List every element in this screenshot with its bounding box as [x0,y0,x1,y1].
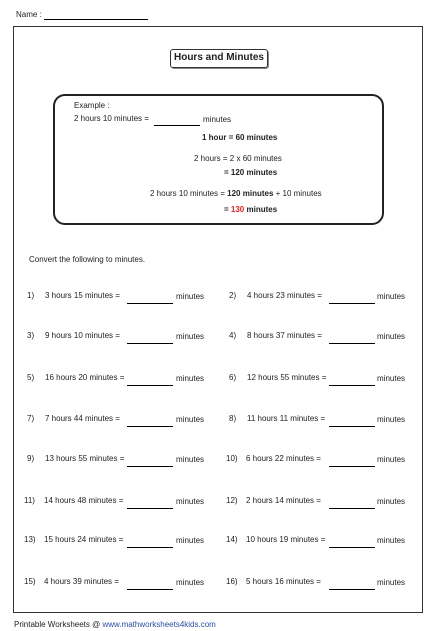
question-number: 10) [226,454,238,463]
question-text: 2 hours 14 minutes = [246,496,321,505]
example-step2b: = 120 minutes [224,168,278,177]
unit-label: minutes [176,497,205,506]
answer-blank[interactable] [329,508,375,509]
worksheet-title: Hours and Minutes [170,49,268,68]
unit-label: minutes [176,374,205,383]
unit-label: minutes [176,578,205,587]
unit-label: minutes [176,415,205,424]
example-step4 [224,205,277,214]
example-blank [154,125,200,126]
example-step1-b: 60 minutes [235,133,278,142]
question-text: 15 hours 24 minutes = [44,535,124,544]
question-item [0,577,438,597]
name-field[interactable] [44,19,148,20]
question-text: 3 hours 15 minutes = [45,291,120,300]
question-item [0,535,438,555]
question-text: 6 hours 22 minutes = [246,454,321,463]
question-number: 8) [229,414,237,423]
unit-label: minutes [176,536,205,545]
example-step4-a: = [224,205,231,214]
unit-label: minutes [377,332,406,341]
example-step1 [202,133,277,142]
question-number: 14) [226,535,238,544]
question-text: 13 hours 55 minutes = [45,454,125,463]
unit-label: minutes [377,374,406,383]
footer [14,620,216,629]
question-number: 16) [226,577,238,586]
example-step3-c: + 10 minutes [273,189,322,198]
unit-label: minutes [377,455,406,464]
answer-blank[interactable] [329,589,375,590]
answer-blank[interactable] [329,343,375,344]
question-item [0,291,438,311]
footer-prefix: Printable Worksheets @ [14,620,103,629]
question-text: 4 hours 23 minutes = [247,291,322,300]
example-problem-unit: minutes [203,115,232,124]
question-number: 9) [27,454,35,463]
question-text: 16 hours 20 minutes = [45,373,125,382]
answer-blank[interactable] [329,466,375,467]
question-number: 6) [229,373,237,382]
question-number: 2) [229,291,237,300]
question-item [0,496,438,516]
question-number: 15) [24,577,36,586]
question-text: 8 hours 37 minutes = [247,331,322,340]
question-number: 5) [27,373,35,382]
example-step3 [150,189,322,198]
unit-label: minutes [176,292,205,301]
answer-blank[interactable] [329,547,375,548]
footer-url[interactable]: www.mathworksheets4kids.com [102,620,216,629]
question-number: 1) [27,291,35,300]
example-step3-b: 120 minutes [227,189,274,198]
example-label: Example : [74,101,110,110]
unit-label: minutes [377,292,406,301]
question-text: 11 hours 11 minutes = [247,414,326,423]
unit-label: minutes [176,332,205,341]
answer-blank[interactable] [329,426,375,427]
answer-blank[interactable] [329,303,375,304]
unit-label: minutes [176,455,205,464]
question-number: 3) [27,331,35,340]
question-number: 4) [229,331,237,340]
example-step1-a: 1 hour = [202,133,236,142]
answer-blank[interactable] [329,385,375,386]
question-number: 7) [27,414,35,423]
example-step3-a: 2 hours 10 minutes = [150,189,228,198]
example-problem: 2 hours 10 minutes = [74,114,149,123]
unit-label: minutes [377,497,406,506]
question-number: 12) [226,496,238,505]
question-text: 9 hours 10 minutes = [45,331,120,340]
unit-label: minutes [377,578,406,587]
instruction: Convert the following to minutes. [29,255,146,264]
example-step4-c: minutes [244,205,278,214]
question-text: 12 hours 55 minutes = [247,373,327,382]
question-text: 5 hours 16 minutes = [246,577,321,586]
question-text: 4 hours 39 minutes = [44,577,119,586]
question-item [0,414,438,434]
example-step2a: 2 hours = 2 x 60 minutes [194,154,282,163]
question-item [0,373,438,393]
question-item [0,331,438,351]
unit-label: minutes [377,536,406,545]
question-item [0,454,438,474]
example-answer: 130 [230,205,245,214]
question-text: 7 hours 44 minutes = [45,414,120,423]
unit-label: minutes [377,415,406,424]
question-text: 10 hours 19 minutes = [246,535,326,544]
question-number: 13) [24,535,36,544]
question-number: 11) [24,496,35,505]
question-text: 14 hours 48 minutes = [44,496,124,505]
name-label: Name : [16,10,42,19]
